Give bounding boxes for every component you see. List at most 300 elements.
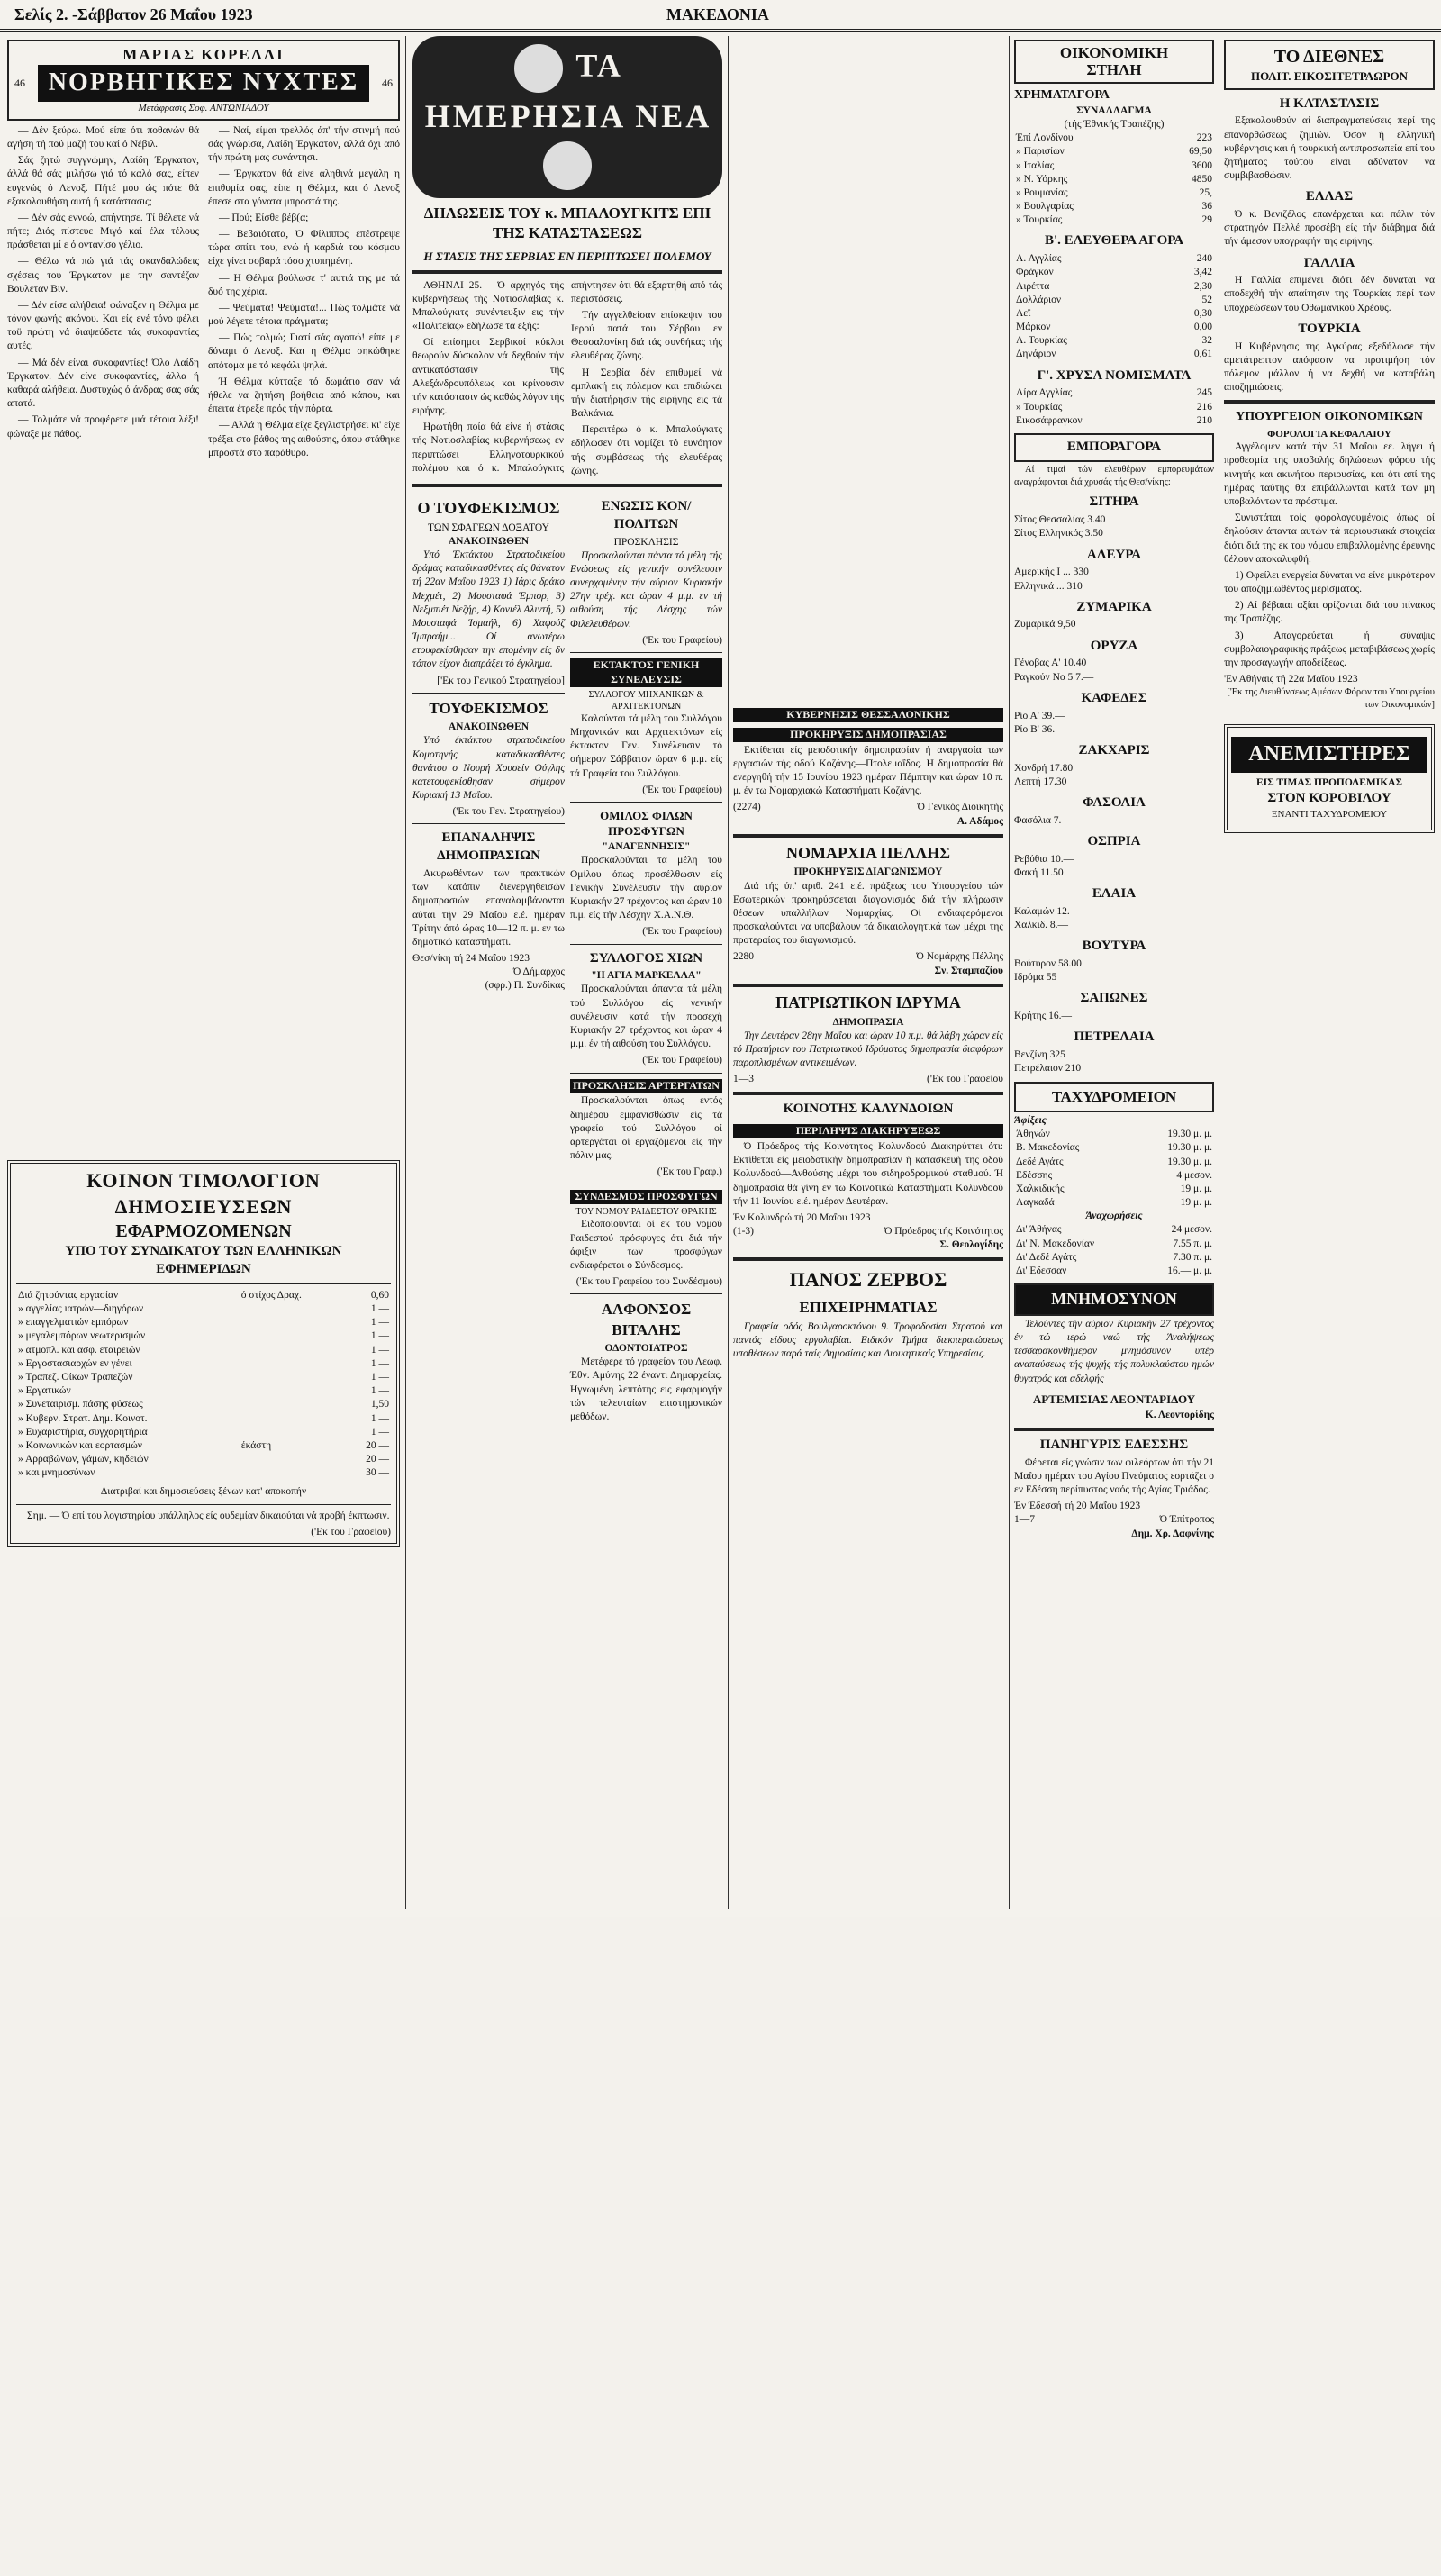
international-subtitle: ΠΟΛΙΤ. ΕΙΚΟΣΙΤΕΤΡΑΩΡΟΝ <box>1250 69 1409 84</box>
goods-name: ΑΛΕΥΡΑ <box>1086 547 1142 562</box>
serial-author: ΜΑΡΙΑΣ ΚΟΡΕΛΛΙ <box>122 46 285 63</box>
fx-row <box>1014 173 1214 186</box>
international-sections <box>1224 95 1435 395</box>
price-value: 20 — <box>366 1454 389 1465</box>
price-list <box>7 1160 400 1547</box>
price-label: » επαγγελματιών εμπόρων <box>18 1317 129 1329</box>
medallion-icon <box>540 139 594 193</box>
price-label: » Τραπεζ. Οίκων Τραπεζών <box>18 1371 133 1383</box>
price-value: 1 — <box>370 1412 389 1424</box>
goods-name: ΣΙΤΗΡΑ <box>1089 494 1139 510</box>
fx-value: 223 <box>1196 132 1212 144</box>
serial-text <box>7 124 400 1142</box>
ministry-source: ['Εκ της Διευθύνσεως Αμέσων Φόρων του Υπουργείου των Οικονομικών] <box>1227 687 1435 711</box>
arrival-value: 19 μ. μ. <box>1180 1183 1212 1194</box>
arrival-row <box>1014 1141 1214 1155</box>
ann-source: ('Εκ του Γραφείου <box>927 1074 1003 1085</box>
free-market-row <box>1014 334 1214 348</box>
fair-ref: 1—7 <box>1014 1514 1035 1526</box>
arrival-value: 19 μ. μ. <box>1180 1197 1212 1209</box>
departure-label: Δι' Ν. Μακεδονίαν <box>1016 1238 1095 1249</box>
economy-title: ΟΙΚΟΝΟΜΙΚΗ <box>1059 44 1169 61</box>
price-list-title2: ΕΦΑΡΜΟΖΟΜΕΝΩΝ <box>115 1220 292 1241</box>
ministry-paragraph: 1) Οφείλει ενεργεία δύναται να είνε μικρότερον του αποζημιωθέντος μερίσματος. <box>1224 569 1435 595</box>
section-text: Η Γαλλία επιμένει διότι δέν δύναται να αποδεχθή τήν απαίτησιν της Τουρκίας περί των υποχρεώσεων του Οθωμανικού Χρέους. <box>1224 275 1435 313</box>
free-market-title: Β'. ΕΛΕΥΘΕΡΑ ΑΓΟΡΑ <box>1044 233 1184 249</box>
ann-text: Εκτίθεται είς μειοδοτικήν δημοπρασίαν ή αναργασία των εργασιών τής οδού Κοζάνης—Πτολεμαΐδος. Η δημοπρασία θά ενεργηθή τήν 15 Ιουνίου 1923 ημέραν Πέμπτην και ώραν 10 π. μ. έν τω Νομαρχιακώ Καταστήματι Κοζάνης. <box>733 744 1003 797</box>
ann-text: Προσκαλούνται άπαντα τά μέλη τού Συλλόγου είς γενικήν συνέλευσιν κατά τήν προσεχή Κυριακήν 27 τρέχοντος και ώραν 4 μ.μ. έν τή αιθούση του Συλλόγου. <box>570 984 722 1050</box>
departure-label: Δι' Άθήνας <box>1016 1224 1062 1236</box>
price-unit <box>240 1384 346 1398</box>
section-head: ΕΛΛΑΣ <box>1305 189 1354 204</box>
ann-sign: Ό Πρόεδρος τής Κοινότητος <box>884 1226 1003 1238</box>
fair-text: Φέρεται είς γνώσιν των φιλεόρτων ότι τήν 21 Μαΐου ημέραν του Αγίου Πνεύματος εορτάζει ο εν Εδέσση περίπυστος ναός τής Αγίας Τριάδος. <box>1014 1456 1214 1496</box>
price-source: ('Εκ του Γραφείου) <box>311 1526 391 1537</box>
gold-value: 216 <box>1196 401 1212 413</box>
subheadline: Η ΣΤΑΣΙΣ ΤΗΣ ΣΕΡΒΙΑΣ ΕΝ ΠΕΡΙΠΤΩΣΕΙ ΠΟΛΕΜΟΥ <box>423 249 711 264</box>
serial-banner <box>7 40 400 121</box>
fair-signer: Δημ. Χρ. Δαφνίνης <box>1131 1528 1214 1539</box>
ann-kicker: ΠΡΟΚΗΡΥΞΙΣ ΔΙΑΓΩΝΙΣΜΟΥ <box>793 866 943 878</box>
goods-item: Γένοβας Α' 10.40 <box>1014 658 1087 669</box>
ann-subtitle: ΕΠΙΧΕΙΡΗΜΑΤΙΑΣ <box>799 1299 938 1317</box>
serial-paragraph: — Ναί, είμαι τρελλός άπ' τήν στιγμή πού σάς γνώρισα, Λαίδη Έργκατον, αλλά όχι από τήν πρώτη μας συνάντησι. <box>208 124 400 164</box>
ministry-date: 'Εν Αθήναις τή 22α Μαΐου 1923 <box>1224 674 1358 685</box>
free-market-row <box>1014 252 1214 266</box>
gold-title: Γ'. ΧΡΥΣΑ ΝΟΜΙΣΜΑΤΑ <box>1037 367 1192 383</box>
news-left-subcolumn <box>412 493 565 1427</box>
ad-subtitle: ΕΙΣ ΤΙΜΑΣ ΠΡΟΠΟΛΕΜΙΚΑΣ <box>1255 776 1402 788</box>
fx-row <box>1014 200 1214 213</box>
price-label: » Αρραβώνων, γάμων, κηδειών <box>18 1454 149 1465</box>
serial-paragraph: — Αλλά η Θέλμα είχε ξεγλιστρήσει κι' είχε τρέξει στο βάθος της αιθούσης, όπου στάθηκε μπροστά στο παράθυρο. <box>208 420 400 458</box>
free-market-row <box>1014 321 1214 334</box>
ann-title: ΣΥΛΛΟΓΟΣ ΧΙΩΝ <box>589 950 703 966</box>
fx-label: » Ρουμανίας <box>1016 186 1068 198</box>
fx-title: ΣΥΝΑΛΛΑΓΜΑ <box>1076 104 1152 116</box>
arrivals-table <box>1014 1128 1214 1210</box>
ad-address: ΕΝΑΝΤΙ ΤΑΧΥΔΡΟΜΕΙΟΥ <box>1271 808 1388 820</box>
price-value: 1 — <box>370 1303 389 1315</box>
ann-ref: (2274) <box>733 802 761 813</box>
free-market-label: Δολλάριον <box>1016 294 1062 305</box>
price-value: 1 — <box>370 1330 389 1342</box>
ministry-text <box>1224 440 1435 670</box>
free-market-value: 0,30 <box>1193 307 1212 319</box>
daily-news-title: ΤΑ ΗΜΕΡΗΣΙΑ ΝΕΑ <box>424 47 711 134</box>
free-market-value: 0,61 <box>1193 349 1212 360</box>
ann-kicker: ΑΝΑΚΟΙΝΩΘΕΝ <box>448 535 530 547</box>
gold-value: 210 <box>1196 414 1212 426</box>
price-value: 1 — <box>370 1426 389 1438</box>
international-title: ΤΟ ΔΙΕΘΝΕΣ <box>1273 47 1385 67</box>
goods-item: Πετρέλαιον 210 <box>1014 1063 1082 1075</box>
fx-row <box>1014 145 1214 159</box>
ann-source: ('Εκ του Γραφείου) <box>642 784 722 795</box>
fx-label: » Βουλγαρίας <box>1016 201 1074 213</box>
free-market-label: Μάρκον <box>1016 322 1051 333</box>
serial-paragraph: Ή Θέλμα κύτταξε τό δωμάτιο σαν νά ήθελε να ζητήση βοήθεια από κάπου, και έπειτα έτρεξε πρός τήν πόρτα. <box>208 376 400 415</box>
ministry-subtitle: ΦΟΡΟΛΟΓΙΑ ΚΕΦΑΛΑΙΟΥ <box>1267 428 1391 440</box>
goods-item: Λεπτή 17.30 <box>1014 776 1067 787</box>
price-unit <box>240 1302 346 1316</box>
departures-title: Άναχωρήσεις <box>1085 1211 1143 1222</box>
fx-label: » Ν. Υόρκης <box>1016 173 1068 185</box>
price-label: » αγγελίας ιατρών—διηγόρων <box>18 1303 144 1315</box>
ann-title: Ο ΤΟΥΦΕΚΙΣΜΟΣ <box>417 498 560 517</box>
goods-name: ΕΛΑΙΑ <box>1092 886 1137 902</box>
goods-item: Χαλκιδ. 8.— <box>1014 920 1068 931</box>
free-market-table <box>1014 252 1214 361</box>
goods-name: ΠΕΤΡΕΛΑΙΑ <box>1074 1029 1155 1045</box>
departure-label: Δι' Εδεσσαν <box>1016 1265 1067 1276</box>
ann-kicker: ΠΡΟΚΗΡΥΞΙΣ ΔΗΜΟΠΡΑΣΙΑΣ <box>733 728 1003 742</box>
arrival-label: Β. Μακεδονίας <box>1016 1142 1080 1154</box>
price-value: 1 — <box>370 1344 389 1356</box>
bourse-title: ΧΡΗΜΑΤΑΓΟΡΑ <box>1014 88 1110 103</box>
ann-signer: Σ. Θεολογίδης <box>939 1239 1003 1251</box>
column-international <box>1224 36 1435 1909</box>
arrival-row <box>1014 1128 1214 1141</box>
serial-paragraph: — Ψεύματα! Ψεύματα!... Πώς τολμάτε νά μού λέγετε τέτοια πράγματα; <box>208 302 400 328</box>
column-rule <box>728 36 729 1909</box>
arrival-label: Χαλκιδικής <box>1016 1183 1065 1194</box>
ann-title: ΠΑΝΟΣ ΖΕΡΒΟΣ <box>789 1268 947 1292</box>
economy-title2: ΣΤΗΛΗ <box>1086 60 1142 78</box>
fx-label: » Ιταλίας <box>1016 159 1055 171</box>
ann-title: ΚΟΙΝΟΤΗΣ ΚΑΛΥΝΔΟΙΩΝ <box>783 1102 954 1117</box>
section-text: Εξακολουθούν αί διαπραγματεύσεις περί της επανορθώσεως ζημιών. Όσον ή ελληνική κυβέρνησις και ή τουρκική αντιπροσωπεία επί του ζητήματος τούτου είναι αδύνατον να συμβιβασθώσιν. <box>1224 115 1435 182</box>
serial-paragraph: — Δέν σάς εννοώ, απήντησε. Τί θέλετε νά πήτε; Διός πίστευε Μιγό καί έλα τέλους πράσθεται μί ε ό οντανίσο γέλιο. <box>7 212 199 251</box>
free-market-label: Φράγκον <box>1016 267 1054 278</box>
free-market-row <box>1014 266 1214 279</box>
free-market-value: 3,42 <box>1193 267 1212 278</box>
ann-text: Την Δευτέραν 28ην Μαΐου και ώραν 10 π.μ. θά λάβη χώραν είς τό Πρατήριον του Πατριωτικού Ιδρύματος δημοπρασία διαφόρων παροπλισμένων αντικειμένων. <box>733 1029 1003 1069</box>
page-header <box>0 0 1441 32</box>
departures-table <box>1014 1223 1214 1278</box>
price-label: » Ευχαριστήρια, συγχαρητήρια <box>18 1426 148 1438</box>
fx-table <box>1014 132 1214 227</box>
price-label: » ατμοπλ. και ασφ. εταιρειών <box>18 1344 140 1356</box>
ann-text: Προσκαλούνται όπως εντός διημέρου εμφανισθώσιν είς τά γραφεία τού Συλλόγου οί αρτεργάται οί εργαζόμενοι είς τήν πόλιν μας. <box>570 1095 722 1162</box>
arrival-label: Εδέσσης <box>1016 1169 1053 1181</box>
economy-masthead <box>1014 40 1214 84</box>
section-head: ΤΟΥΡΚΙΑ <box>1298 321 1361 336</box>
arrival-row <box>1014 1169 1214 1183</box>
ministry-title: ΥΠΟΥΡΓΕΙΟΝ ΟΙΚΟΝΟΜΙΚΩΝ <box>1236 410 1423 424</box>
free-market-row <box>1014 348 1214 361</box>
goods-item: Σίτος Θεσσαλίας 3.40 <box>1014 514 1106 526</box>
gold-row <box>1014 386 1214 400</box>
ministry-paragraph: Συνιστάται τοίς φορολογουμένοις όπως οί δηλούσιν άπαντα αυτών τά περιουσιακά στοιχεία διότι διά της εκ του νόμου επιβαλλομένης έρευνης θέλουν αποκαλυφθή. <box>1224 512 1435 565</box>
section-head: Η ΚΑΤΑΣΤΑΣΙΣ <box>1279 95 1380 111</box>
goods-name: ΚΑΦΕΔΕΣ <box>1081 690 1147 705</box>
gold-label: » Τουρκίας <box>1016 401 1063 413</box>
goods-item: Ιδρόμα 55 <box>1014 972 1057 984</box>
ann-title: ΚΥΒΕΡΝΗΣΙΣ ΘΕΣΣΑΛΟΝΙΚΗΣ <box>733 708 1003 722</box>
ann-ref: 2280 <box>733 951 754 963</box>
price-label: » Εργατικών <box>18 1385 71 1397</box>
price-unit <box>240 1316 346 1329</box>
gold-label: Λίρα Αγγλίας <box>1016 387 1073 399</box>
fx-row <box>1014 186 1214 200</box>
price-unit <box>240 1453 346 1466</box>
departure-value: 7.55 π. μ. <box>1173 1238 1212 1249</box>
price-row <box>16 1371 391 1384</box>
ann-text: Υπό Έκτάκτου Στρατοδικείου δράμας καταδικασθέντες είς θάνατον τή 22αν Μαΐου 1923 1) Ιάρις δράκο Μεχμέτ, 2) Μουσταφά Έμπορ, 3) Νεξμπιέτ Νεζήρ, 4) Κονιέλ Αλιντή, 5) Μουσταφά Ίσμαήλ, 6) Χαφούζ Ίμπραήμ... Οί ανωτέρω ετουφεκίσθησαν την επομένην είς δν τόπον είχον διαπράξει τό έγκλημα. <box>412 549 565 670</box>
serial-paragraph: — Δέν είσε αλήθεια! φώναξεν η Θέλμα με τόνον φωνής ακόνου. Και είς ενέ τόνο φέλει τοϋ πρώτη νά διαψεύδετε τάς συκοφαντίες αυτές. <box>7 299 199 352</box>
goods-item: Φασόλια 7.— <box>1014 814 1072 826</box>
price-value: 30 — <box>366 1467 389 1479</box>
column-rule <box>405 36 406 1909</box>
price-row <box>16 1302 391 1316</box>
fan-ad <box>1224 724 1435 833</box>
memorial-title: ΜΝΗΜΟΣΥΝΟΝ <box>1014 1283 1214 1316</box>
arrivals-title: Άφίξεις <box>1014 1115 1047 1126</box>
fx-value: 36 <box>1201 201 1212 213</box>
goods-name: ΟΡΥΖΑ <box>1090 638 1138 653</box>
gold-row <box>1014 401 1214 414</box>
ann-kicker: ΠΡΟΣΚΛΗΣΙΣ <box>613 536 679 548</box>
price-label: » Κοινωνικών και εορτασμών <box>18 1439 142 1451</box>
free-market-value: 2,30 <box>1193 280 1212 292</box>
goods-item: Χονδρή 17.80 <box>1014 762 1074 774</box>
fx-value: 69,50 <box>1189 146 1212 158</box>
ann-date: Έν Κολυνδρώ τή 20 Μαΐου 1923 <box>733 1211 871 1223</box>
free-market-label: Λιρέττα <box>1016 280 1050 292</box>
departure-row <box>1014 1223 1214 1237</box>
serial-paragraph: — Δέν ξεύρω. Μού είπε ότι ποθανών θά αγήση τή πού μαζή του καί ό Νέβιλ. <box>7 124 199 150</box>
price-list-title: ΚΟΙΝΟΝ ΤΙΜΟΛΟΓΙΟΝ ΔΗΜΟΣΙΕΥΣΕΩΝ <box>86 1168 321 1218</box>
price-value: 0,60 <box>370 1289 389 1301</box>
ann-title: ΟΜΙΛΟΣ ΦΙΛΩΝ ΠΡΟΣΦΥΓΩΝ <box>600 808 693 839</box>
arrival-label: Δεδέ Αγάτς <box>1016 1156 1064 1167</box>
ad-title: ΑΝΕΜΙΣΤΗΡΕΣ <box>1231 737 1427 773</box>
price-value: 1 — <box>370 1317 389 1329</box>
free-market-value: 0,00 <box>1193 322 1212 333</box>
ann-source: ('Εκ του Γραφ.) <box>657 1166 722 1178</box>
price-value: 1 — <box>370 1371 389 1383</box>
free-market-label: Δηνάριον <box>1016 349 1056 360</box>
memorial-sign: Κ. Λεοντορίδης <box>1145 1409 1214 1420</box>
arrival-label: Άθηνών <box>1016 1129 1050 1140</box>
ann-text: Προσκαλούνται τα μέλη τού Ομίλου όπως προσέλθωσιν είς Γενικήν Συνέλευσιν τήν αύριον Κυριακήν 27 τρέχοντος και ώραν 10 π.μ. είς τήν Λέσχην Χ.Α.Ν.Θ. <box>570 855 722 921</box>
goods-list <box>1014 494 1214 1075</box>
ann-date: Θεσ/νίκη τή 24 Μαΐου 1923 <box>412 953 530 965</box>
price-unit <box>240 1426 346 1439</box>
goods-item: Σίτος Ελληνικός 3.50 <box>1014 528 1103 540</box>
ann-title: ΕΚΤΑΚΤΟΣ ΓΕΝΙΚΗ ΣΥΝΕΛΕΥΣΙΣ <box>570 658 722 687</box>
post-title: ΤΑΧΥΔΡΟΜΕΙΟΝ <box>1014 1082 1214 1112</box>
price-note: Σημ. — Ό επί του λογιστηρίου υπάλληλος είς ουδεμίαν δικαιούται νά προβή έκπτωσιν. <box>27 1510 390 1521</box>
departure-value: 24 μεσον. <box>1171 1224 1212 1236</box>
fx-row <box>1014 132 1214 145</box>
price-label: » Εργοστασιαρχών εν γένει <box>18 1357 132 1369</box>
arrival-value: 19.30 μ. μ. <box>1167 1156 1212 1167</box>
ann-source: ('Εκ του Γεν. Στρατηγείου) <box>452 806 565 818</box>
ann-source: ('Εκ του Γραφείου) <box>642 926 722 938</box>
free-market-value: 240 <box>1196 253 1212 265</box>
medallion-icon <box>512 41 566 95</box>
goods-item: Βενζίνη 325 <box>1014 1049 1065 1061</box>
price-unit <box>240 1371 346 1384</box>
departure-label: Δι' Δεδέ Αγάτς <box>1016 1251 1077 1263</box>
goods-name: ΖΑΚΧΑΡΙΣ <box>1078 742 1150 757</box>
serial-paragraph: — Βεβαιότατα, Ό Φίλιππος επέστρεψε τώρα σπίτι του, ενώ ή καρδιά του κόσμου είχε γίνει σοβαρά τόσο χτυπημένη. <box>208 229 400 268</box>
news-paragraph: Τήν αγγελθείσαν επίσκεψιν του Ιερού πατά του Σέρβου εν Θεσσαλονίκη διά τάς συνθήκας τής ελευθέρας ζώνης. <box>571 309 722 362</box>
arrival-row <box>1014 1183 1214 1196</box>
goods-name: ΦΑΣΟΛΙΑ <box>1083 795 1146 811</box>
free-market-row <box>1014 294 1214 307</box>
goods-item: Ελληνικά ... 310 <box>1014 580 1083 592</box>
price-label: » και μνημοσύνων <box>18 1467 95 1479</box>
arrival-value: 4 μεσον. <box>1176 1169 1212 1181</box>
arrival-value: 19.30 μ. μ. <box>1167 1142 1212 1154</box>
fx-value: 29 <box>1201 214 1212 226</box>
price-unit <box>240 1357 346 1371</box>
trade-intro: Αί τιμαί τών ελευθέρων εμπορευμάτων αναγράφονται διά χρυσάς τής Θεσ/νίκης: <box>1014 464 1214 487</box>
fair-date: Έν Έδεσσή τή 20 Μαΐου 1923 <box>1014 1501 1141 1512</box>
ann-sign: Ό Γενικός Διοικητής <box>917 802 1003 813</box>
column-daily-news <box>412 36 722 1909</box>
fx-label: Έπί Λονδίνου <box>1016 132 1074 144</box>
page-date: Σελίς 2. -Σάββατον 26 Μαΐου 1923 <box>14 5 253 23</box>
fx-label: » Παρισίων <box>1016 146 1065 158</box>
serial-paragraph: — Πώς τολμώ; Γιατί σάς αγαπώ! είπε με δύναμι ό Λενοξ. Και η Θέλμα σηκώθηκε απότομα με τό κεφάλι ψηλά. <box>208 332 400 371</box>
daily-news-masthead <box>412 36 722 198</box>
price-value: 20 — <box>366 1439 389 1451</box>
price-row <box>16 1439 391 1453</box>
ann-signer: Σν. Σταμπαζίου <box>934 965 1003 976</box>
column-economy <box>1014 36 1214 1909</box>
ann-subtitle: "Η ΑΓΙΑ ΜΑΡΚΕΛΛΑ" <box>591 970 702 982</box>
goods-item: Καλαμών 12.— <box>1014 905 1081 917</box>
newspaper-name: ΜΑΚΕΔΟΝΙΑ <box>666 5 769 23</box>
ann-text: Προσκαλούνται πάντα τά μέλη τής Ενώσεως είς γενικήν συνέλευσιν συνερχομένην τήν αύριον Κυριακήν 27ην τρέχ. και ώραν 4 μ.μ. εν τή αιθούση τής Λέσχης τών Φιλελευθέρων. <box>570 549 722 630</box>
news-story <box>412 279 722 478</box>
price-table <box>16 1289 391 1480</box>
price-unit <box>240 1466 346 1480</box>
news-paragraph: ΑΘΗΝΑΙ 25.— Ό αρχηγός τής κυβερνήσεως τής Νοτιοσλαβίας κ. Μπαλούγκιτς συνέντευξιν εις τήν «Πολιτείας» εδήλωσε τα εξής: <box>412 279 564 332</box>
ann-subtitle: "ΑΝΑΓΕΝΝΗΣΙΣ" <box>602 841 691 853</box>
price-unit <box>240 1412 346 1426</box>
ann-title: ΕΝΩΣΙΣ ΚΟΝ/ΠΟΛΙΤΩΝ <box>601 498 692 531</box>
price-row <box>16 1398 391 1411</box>
goods-item: Αμερικής Ι ... 330 <box>1014 567 1089 578</box>
ann-title: ΣΥΝΔΕΣΜΟΣ ΠΡΟΣΦΥΓΩΝ <box>570 1190 722 1204</box>
news-paragraph: Οί επίσημοι Σερβικοί κύκλοι θεωρούν δύσκολον νά δεχθούν τήν αντικατάστασιν τής Αλεξάνδρουπόλεως και κρίνουσιν τήν κατάστασιν ώς καθώς λόγον τής ειρήνης. <box>412 337 564 417</box>
memorial-text: Τελούντες τήν αύριον Κυριακήν 27 τρέχοντος έν τώ ιερώ ναώ τής Άναλήψεως τεσσαρακονθήμερον μνημόσυνον υπέρ αναπαύσεως τής ψυχής τής πολυκλαύστου ημών θυγατρός και αδελφής <box>1014 1318 1214 1384</box>
serial-paragraph: — Έργκατον θά είνε αληθινά μεγάλη η επιθυμία σας, είπε η Θέλμα, και ό Λενοξ έπεσε στα γόνατα μπροστά της. <box>208 168 400 207</box>
price-label: Διά ζητούντας εργασίαν <box>18 1289 119 1301</box>
headline: ΔΗΛΩΣΕΙΣ ΤΟΥ κ. ΜΠΑΛΟΥΓΚΙΤΣ ΕΠΙ ΤΗΣ ΚΑΤΑΣΤΑΣΕΩΣ <box>423 204 711 241</box>
trade-title: ΕΜΠΟΡΑΓΟΡΑ <box>1014 433 1214 462</box>
fair-sign: Ό Έπίτροπος <box>1159 1514 1214 1526</box>
ann-title: ΝΟΜΑΡΧΙΑ ΠΕΛΛΗΣ <box>785 843 951 862</box>
goods-name: ΖΥΜΑΡΙΚΑ <box>1076 599 1152 614</box>
fx-value: 25, <box>1199 186 1212 198</box>
free-market-label: Λεϊ <box>1016 307 1031 319</box>
free-market-label: Λ. Αγγλίας <box>1016 253 1062 265</box>
ann-subtitle: ΟΔΟΝΤΟΙΑΤΡΟΣ <box>604 1343 688 1355</box>
memorial-name: ΑΡΤΕΜΙΣΙΑΣ ΛΕΟΝΤΑΡΙΔΟΥ <box>1032 1392 1196 1406</box>
ann-ref: 1—3 <box>733 1074 754 1085</box>
gold-label: Εικοσάφραγκον <box>1016 414 1083 426</box>
goods-item: Ρίο Β' 36.— <box>1014 723 1065 735</box>
price-unit <box>240 1329 346 1343</box>
price-row <box>16 1453 391 1466</box>
ann-kicker: ΑΝΑΚΟΙΝΩΘΕΝ <box>448 721 530 733</box>
departure-row <box>1014 1251 1214 1265</box>
ann-source: ('Εκ του Γραφείου) <box>642 1055 722 1066</box>
free-market-value: 32 <box>1201 335 1212 347</box>
price-row <box>16 1344 391 1357</box>
ann-source: ('Εκ του Γραφείου του Συνδέσμου) <box>575 1276 722 1288</box>
departure-value: 16.— μ. μ. <box>1167 1265 1212 1276</box>
departure-row <box>1014 1238 1214 1251</box>
news-paragraph: Ηρωτήθη ποία θά είνε ή στάσις τής Νοτιοσλαβίας κυβερνήσεως εν περιπτώσει Ελληνοτουρκικού πολέμου και ό κ. Μπαλούγκιτς απήντησεν ότι θά εξαρτηθή από τάς περιστάσεις. <box>412 279 722 474</box>
ann-text: Μετέφερε τό γραφείον του Λεωφ. Έθν. Αμύνης 22 έναντι Δημαρχείας. Ηγνωμένη λεπτότης εις εφαρμογήν τών τελευταίων επιστημονικών μεθόδων. <box>570 1356 722 1422</box>
ministry-paragraph: 3) Απαγορεύεται ή σύναψις συμβολαιογραφικής πράξεως μεταβιβάσεως χωρίς την προσαγωγήν αποδείξεως. <box>1224 630 1435 668</box>
goods-item: Ζυμαρικά 9,50 <box>1014 619 1076 630</box>
price-unit: έκάστη <box>240 1439 272 1451</box>
serial-paragraph: — Μά δέν είναι συκοφαντίες! Όλο Λαίδη Έργκατον. Δέν είνε συκοφαντίες, άλλα ή καθαρά αλήθεια. Δυστυχώς ό άνδρας σας σάς απατά. <box>7 357 199 410</box>
goods-item: Ρεβύθια 10.— <box>1014 853 1074 865</box>
goods-name: ΒΟΥΤΥΡΑ <box>1082 939 1146 954</box>
ann-title: ΤΟΥΦΕΚΙΣΜΟΣ <box>429 699 548 717</box>
price-row <box>16 1316 391 1329</box>
ad-shop: ΣΤΟΝ ΚΟΡΟΒΙΛΟΥ <box>1267 790 1391 805</box>
column-announcements <box>733 703 1003 2576</box>
ann-title: ΕΠΑΝΑΛΗΨΙΣ ΔΗΜΟΠΡΑΣΙΩΝ <box>437 830 540 864</box>
ann-subtitle: ΣΥΛΛΟΓΟΥ ΜΗΧΑΝΙΚΩΝ & ΑΡΧΙΤΕΚΤΟΝΩΝ <box>588 689 704 712</box>
ministry-paragraph: Αγγέλομεν κατά τήν 31 Μαΐου εε. λήγει ή προθεσμία της υποβολής δηλώσεων φόρου τής κινητής και ακινήτου περιουσίας, και ότι απί της ημέρας ταύτης θα επιβάλλωνται κατά των μη υποβαλόντων τα πρόστιμα. <box>1224 441 1435 507</box>
serial-translator: Μετάφρασις Σοφ. ΑΝΤΩΝΙΑΔΟΥ <box>138 103 269 114</box>
news-paragraph: Η Σερβία δέν επιθυμεί νά εμπλακή εις πόλεμον και επιδιώκει τήν διατήρησιν τής ειρήνης εις τά Βαλκάνια. <box>571 367 722 420</box>
free-market-label: Λ. Τουρκίας <box>1016 335 1067 347</box>
section-text: Ό κ. Βενιζέλος επανέρχεται και πάλιν τόν στρατηγόν Πελλέ προσέβη είς τήν διάβημα διά τήν άμεσον υπογραφήν της ειρήνης. <box>1224 209 1435 248</box>
price-row <box>16 1329 391 1343</box>
ann-ref: (1-3) <box>733 1226 754 1238</box>
arrival-row <box>1014 1156 1214 1169</box>
price-value: 1 — <box>370 1385 389 1397</box>
goods-item: Ραγκούν Νο 5 7.— <box>1014 671 1094 683</box>
ann-text: Διά τής ύπ' αριθ. 241 ε.έ. πράξεως του Υπουργείου τών Εσωτερικών προκηρύσσεται διαγωνισμός διά τήν πλήρωσιν θέσεων υπαλλήλων Νομαρχίας. Οί ενδιαφερόμενοι προσκαλούνται να υποβάλουν τά δικαιολογητικά των μέχρι της προτεραίας του διαγωνισμού. <box>733 880 1003 947</box>
ministry-paragraph: 2) Αί βέβαιαι αξίαι ορίζονται διά του πίνακος της Τραπέζης. <box>1224 600 1435 625</box>
fx-row <box>1014 213 1214 227</box>
fx-value: 3600 <box>1192 159 1212 171</box>
ann-kicker: ΠΕΡΙΛΗΨΙΣ ΔΙΑΚΗΡΥΞΕΩΣ <box>733 1124 1003 1138</box>
free-market-row <box>1014 280 1214 294</box>
goods-item: Φακή 11.50 <box>1014 867 1064 878</box>
ann-kicker: ΔΗΜΟΠΡΑΣΙΑ <box>832 1016 904 1028</box>
ann-signer: (σφρ.) Π. Συνδίκας <box>485 980 565 992</box>
serial-paragraph: — Πού; Είσθε βέβ(α; <box>219 212 309 223</box>
departure-value: 7.30 π. μ. <box>1173 1251 1212 1263</box>
ann-text: Υπό έκτάκτου στρατοδικείου Κομοτηνής καταδικασθέντες θανάτου ο Νουρή Χουσείν Ούγλης κατετουφεκίσθησαν σήμερον Κυριακή 13 Μαΐου. <box>412 735 565 802</box>
section-text: Η Κυβέρνησις της Αγκύρας εξεδήλωσε τήν αμετάτρεπτον απόφασιν να προτιμήση τόν πόλεμον μάλλον ή να δεχθή να καταβάλη αποζημιώσεις. <box>1224 340 1435 394</box>
ann-title: ΠΑΤΡΙΩΤΙΚΟΝ ΙΔΡΥΜΑ <box>775 993 961 1011</box>
price-row <box>16 1384 391 1398</box>
arrival-row <box>1014 1196 1214 1210</box>
goods-name: ΟΣΠΡΙΑ <box>1087 834 1141 849</box>
arrival-value: 19.30 μ. μ. <box>1167 1129 1212 1140</box>
ann-subtitle: ΤΩΝ ΣΦΑΓΕΩΝ ΔΟΞΑΤΟΥ <box>428 522 549 533</box>
goods-name: ΣΑΠΩΝΕΣ <box>1080 991 1148 1006</box>
price-unit: ό στίχος Δραχ. <box>240 1289 302 1301</box>
price-list-title3: ΥΠΟ ΤΟΥ ΣΥΝΔΙΚΑΤΟΥ ΤΩΝ ΕΛΛΗΝΙΚΩΝ ΕΦΗΜΕΡΙΔΩΝ <box>65 1244 342 1277</box>
ann-text: Ειδοποιούνται οί εκ του νομού Ραιδεστού πρόσφυγες ότι διά τήν άφιξιν των προσφύγων ενδιαφέρεται ο Σύνδεσμος. <box>570 1219 722 1271</box>
